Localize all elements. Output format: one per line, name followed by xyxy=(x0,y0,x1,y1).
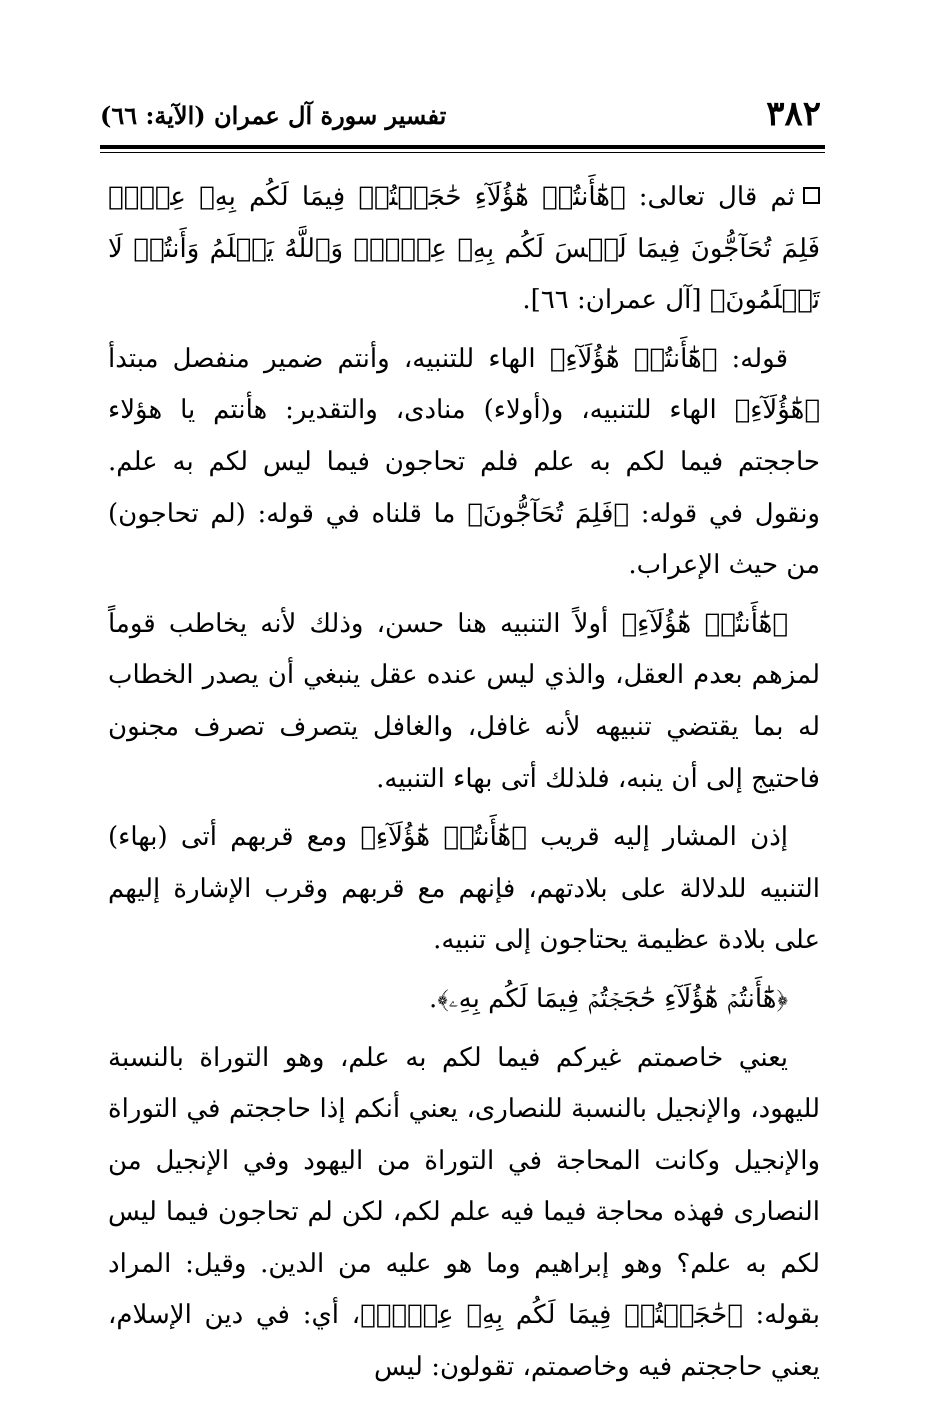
body-text xyxy=(108,172,820,1401)
paragraph-verse-quote: ﴿هَٰٓأَنتُمۡ هَٰٓؤُلَآءِ حَٰجَجۡتُمۡ فِيمَا لَكُم بِهِۦ﴾. xyxy=(429,983,788,1014)
paragraph-text: ثم قال تعالى: ﴿هَٰٓأَنتُمۡ هَٰٓؤُلَآءِ حَٰجَجۡتُمۡ فِيمَا لَكُم بِهِۦ عِلۡمٞ فَلِمَ تُحَآجُّونَ فِيمَا لَيۡسَ لَكُم بِهِۦ عِلۡمٞۚ وَٱللَّهُ يَعۡلَمُ وَأَنتُمۡ لَا تَعۡلَمُونَ﴾ [آل عمران: ٦٦]. xyxy=(108,182,820,316)
paragraph: قوله: ﴿هَٰٓأَنتُمۡ هَٰٓؤُلَآءِ﴾ الهاء للتنبيه، وأنتم ضمير منفصل مبتدأ ﴿هَٰٓؤُلَآءِ﴾ الهاء للتنبيه، و(أولاء) منادى، والتقدير: هأنتم يا هؤلاء حاججتم فيما لكم به علم فلم تحاجون فيما ليس لكم به علم. ونقول في قوله: ﴿فَلِمَ تُحَآجُّونَ﴾ ما قلناه في قوله: (لم تحاجون) من حيث الإعراب. xyxy=(108,343,820,581)
page-number: ٣٨٢ xyxy=(766,94,821,134)
paragraph: إذن المشار إليه قريب ﴿هَٰٓأَنتُمۡ هَٰٓؤُلَآءِ﴾ ومع قربهم أتى (بهاء) التنبيه للدلالة على بلادتهم، فإنهم مع قربهم وقرب الإشارة إليهم على بلادة عظيمة يحتاجون إلى تنبيه. xyxy=(108,822,820,956)
header-rule-thin xyxy=(100,152,825,153)
paragraph-verse-intro xyxy=(108,172,820,327)
square-bullet-icon xyxy=(803,187,820,204)
paragraph: ﴿هَٰٓأَنتُمۡ هَٰٓؤُلَآءِ﴾ أولاً التنبيه هنا حسن، وذلك لأنه يخاطب قوماً لمزهم بعدم العقل، والذي ليس عنده عقل ينبغي أن يصدر الخطاب له بما يقتضي تنبيهه لأنه غافل، والغافل يتصرف تصرف مجنون فاحتيج إلى أن ينبه، فلذلك أتى بهاء التنبيه. xyxy=(108,608,820,794)
running-title: تفسير سورة آل عمران (الآية: ٦٦) xyxy=(100,101,447,130)
header-rule-thick xyxy=(100,145,825,149)
page-header xyxy=(100,92,825,142)
paragraph: يعني خاصمتم غيركم فيما لكم به علم، وهو التوراة بالنسبة لليهود، والإنجيل بالنسبة للنصارى، يعني أنكم إذا حاججتم في التوراة والإنجيل وكانت المحاجة في التوراة من اليهود وفي الإنجيل من النصارى فهذه محاجة فيما فيه علم لكم، لكن لم تحاجون فيما ليس لكم به علم؟ وهو إبراهيم وما هو عليه من الدين. وقيل: المراد بقوله: ﴿حَٰجَجۡتُمۡ فِيمَا لَكُم بِهِۦ عِلۡمٞ﴾، أي: في دين الإسلام، يعني حاججتم فيه وخاصمتم، تقولون: ليس xyxy=(108,1042,821,1383)
